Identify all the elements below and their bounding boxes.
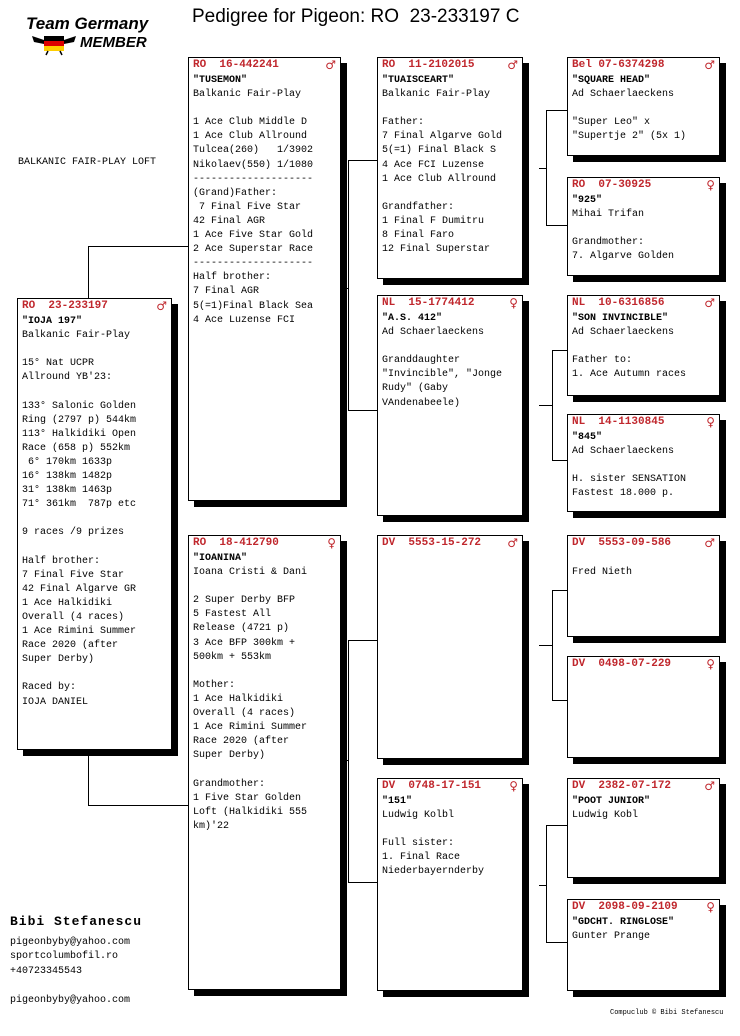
ring-number: RO 16-442241 bbox=[193, 59, 279, 71]
pedigree-line: 5 Fastest All bbox=[193, 609, 272, 621]
pedigree-line: 15° Nat UCPR bbox=[22, 358, 95, 370]
pedigree-line: 1 Ace Halkidiki bbox=[193, 693, 284, 705]
pedigree-line: 1 Ace Club Middle D bbox=[193, 117, 308, 129]
ring-number: DV 0748-17-151 bbox=[382, 780, 482, 792]
pedigree-line: Gunter Prange bbox=[572, 931, 651, 943]
pedigree-line bbox=[572, 459, 715, 473]
ring-number: NL 10-6316856 bbox=[572, 297, 665, 309]
connector-line bbox=[348, 160, 349, 410]
sex-icon: ♀ bbox=[509, 296, 518, 310]
sex-icon: ♂ bbox=[325, 58, 336, 72]
pedigree-line bbox=[382, 823, 518, 837]
pedigree-line: Raced by: bbox=[22, 682, 77, 694]
connector-line bbox=[552, 350, 553, 460]
pedigree-line: Fastest 18.000 p. bbox=[572, 488, 675, 500]
pedigree-line: 1. Final Race bbox=[382, 852, 461, 864]
card-body bbox=[568, 671, 719, 673]
pedigree-line: 3 Ace BFP 300km + bbox=[193, 637, 296, 649]
pedigree-line: 500km + 553km bbox=[193, 651, 272, 663]
pedigree-line: Super Derby) bbox=[193, 750, 266, 762]
pigeon-name: "TUAISCEART" bbox=[382, 75, 455, 86]
connector-line bbox=[348, 640, 349, 882]
connector-line bbox=[539, 405, 552, 406]
ring-number: RO 07-30925 bbox=[572, 179, 652, 191]
pedigree-line: Granddaughter bbox=[382, 355, 461, 367]
sex-icon: ♂ bbox=[507, 58, 518, 72]
card-body bbox=[189, 550, 340, 834]
pedigree-line: 1. Ace Autumn races bbox=[572, 369, 687, 381]
pedigree-line: Super Derby) bbox=[22, 654, 95, 666]
pedigree-line bbox=[572, 222, 715, 236]
connector-line bbox=[546, 825, 567, 826]
contact-website[interactable]: sportcolumbofil.ro bbox=[10, 951, 119, 962]
pedigree-card-dam-sire[interactable] bbox=[377, 535, 523, 759]
connector-line bbox=[348, 160, 377, 161]
pedigree-line bbox=[193, 102, 336, 116]
pedigree-line: Release (4721 p) bbox=[193, 623, 290, 635]
connector-line bbox=[348, 640, 377, 641]
pigeon-name: "151" bbox=[382, 796, 413, 807]
pedigree-line: Race 2020 (after bbox=[22, 640, 119, 652]
pedigree-line bbox=[22, 343, 167, 357]
pedigree-line bbox=[22, 385, 167, 399]
pedigree-line: Balkanic Fair-Play bbox=[193, 89, 302, 101]
pedigree-card-dam-dam-sire[interactable] bbox=[567, 778, 720, 878]
sex-icon: ♀ bbox=[509, 779, 518, 793]
pedigree-line bbox=[22, 512, 167, 526]
connector-line bbox=[546, 942, 567, 943]
pedigree-line: 5(=1) Final Black S bbox=[382, 145, 497, 157]
pedigree-line: 1 Ace Rimini Summer bbox=[22, 626, 137, 638]
pedigree-line: Ring (2797 p) 544km bbox=[22, 414, 137, 426]
pedigree-line: 12 Final Superstar bbox=[382, 244, 491, 256]
connector-line bbox=[546, 225, 567, 226]
pedigree-line: 16° 138km 1482p bbox=[22, 471, 113, 483]
contact-email-secondary[interactable]: pigeonbyby@yahoo.com bbox=[10, 995, 131, 1006]
pigeon-name: "A.S. 412" bbox=[382, 313, 443, 324]
pedigree-line: 133° Salonic Golden bbox=[22, 400, 137, 412]
pedigree-line: 8 Final Faro bbox=[382, 230, 455, 242]
ring-number: DV 2098-09-2109 bbox=[572, 901, 678, 913]
card-body bbox=[378, 72, 522, 257]
logo-member: MEMBER bbox=[80, 34, 147, 51]
pedigree-line: 1 Ace Five Star Gold bbox=[193, 230, 314, 242]
pedigree-line: km)'22 bbox=[193, 820, 230, 832]
pedigree-line bbox=[382, 102, 518, 116]
pedigree-line: Ad Schaerlaeckens bbox=[382, 327, 485, 339]
pedigree-line: Niederbayernderby bbox=[382, 866, 485, 878]
connector-line bbox=[552, 460, 567, 461]
sex-icon: ♀ bbox=[706, 178, 715, 192]
pedigree-line: 1 Ace Club Allround bbox=[193, 131, 308, 143]
pedigree-line: 1 Ace Halkidiki bbox=[22, 597, 113, 609]
card-body bbox=[378, 793, 522, 880]
sex-icon: ♂ bbox=[704, 58, 715, 72]
pedigree-line: "Super Leo" x bbox=[572, 117, 651, 129]
connector-line bbox=[88, 805, 188, 806]
pedigree-line: Allround YB'23: bbox=[22, 372, 113, 384]
pedigree-line: IOJA DANIEL bbox=[22, 696, 89, 708]
pedigree-line bbox=[193, 580, 336, 594]
logo-title: Team Germany bbox=[26, 14, 149, 33]
connector-line bbox=[552, 590, 553, 700]
connector-line bbox=[552, 700, 567, 701]
pedigree-line: Ad Schaerlaeckens bbox=[572, 446, 675, 458]
connector-line bbox=[348, 882, 377, 883]
connector-line bbox=[539, 645, 552, 646]
card-body bbox=[568, 550, 719, 580]
pedigree-line: (Grand)Father: bbox=[193, 187, 278, 199]
pedigree-line: Half brother: bbox=[193, 272, 272, 284]
pedigree-line: 42 Final AGR bbox=[193, 215, 266, 227]
ring-number: RO 23-233197 bbox=[22, 300, 108, 312]
connector-line bbox=[546, 110, 567, 111]
card-body bbox=[568, 72, 719, 144]
pedigree-line: Nikolaev(550) 1/1080 bbox=[193, 159, 314, 171]
pigeon-name: "SON INVINCIBLE" bbox=[572, 313, 669, 324]
pedigree-card-dam-sire-dam[interactable] bbox=[567, 656, 720, 758]
eagle-flag-logo-icon bbox=[30, 32, 78, 56]
sex-icon: ♀ bbox=[706, 900, 715, 914]
sex-icon: ♂ bbox=[156, 299, 167, 313]
card-body bbox=[189, 72, 340, 328]
pedigree-card-sire-sire-sire[interactable] bbox=[567, 57, 720, 156]
connector-line bbox=[341, 760, 348, 761]
pedigree-line: 31° 138km 1463p bbox=[22, 485, 113, 497]
connector-line bbox=[552, 590, 567, 591]
pedigree-line: Race 2020 (after bbox=[193, 736, 290, 748]
card-body bbox=[568, 429, 719, 501]
card-body bbox=[568, 192, 719, 264]
pedigree-line: 9 races /9 prizes bbox=[22, 527, 125, 539]
pedigree-line: 1 Ace Club Allround bbox=[382, 173, 497, 185]
ring-number: NL 14-1130845 bbox=[572, 416, 665, 428]
pedigree-line: Grandmother: bbox=[572, 237, 645, 249]
pedigree-card-sire-dam-sire[interactable] bbox=[567, 295, 720, 396]
pedigree-line: -------------------- bbox=[193, 173, 314, 185]
pigeon-name: "845" bbox=[572, 432, 603, 443]
pedigree-line bbox=[22, 667, 167, 681]
ring-number: DV 5553-09-586 bbox=[572, 537, 672, 549]
connector-line bbox=[539, 168, 546, 169]
pedigree-line: 1 Ace Rimini Summer bbox=[193, 722, 308, 734]
sex-icon: ♂ bbox=[704, 536, 715, 550]
pedigree-line: Ad Schaerlaeckens bbox=[572, 89, 675, 101]
pedigree-card-sire-sire[interactable] bbox=[377, 57, 523, 279]
ring-number: RO 18-412790 bbox=[193, 537, 279, 549]
pedigree-line: 42 Final Algarve GR bbox=[22, 583, 137, 595]
contact-phone: +40723345543 bbox=[10, 966, 83, 977]
pedigree-line bbox=[382, 340, 518, 354]
pedigree-card-sire-sire-dam[interactable] bbox=[567, 177, 720, 276]
pedigree-line: 7. Algarve Golden bbox=[572, 251, 675, 263]
pigeon-name: "IOJA 197" bbox=[22, 316, 83, 327]
pedigree-line bbox=[193, 763, 336, 777]
sex-icon: ♀ bbox=[706, 657, 715, 671]
owner-name: Bibi Stefanescu bbox=[10, 914, 143, 929]
pedigree-line: VAndenabeele) bbox=[382, 397, 461, 409]
pedigree-line: "Invincible", "Jonge bbox=[382, 369, 503, 381]
pedigree-line: Ad Schaerlaeckens bbox=[572, 327, 675, 339]
ring-number: DV 2382-07-172 bbox=[572, 780, 672, 792]
pedigree-line: Half brother: bbox=[22, 555, 101, 567]
pedigree-line: 71° 361km 787p etc bbox=[22, 499, 137, 511]
sex-icon: ♂ bbox=[704, 296, 715, 310]
pedigree-line: 7 Final Algarve Gold bbox=[382, 131, 503, 143]
pedigree-card-dam-dam-dam[interactable] bbox=[567, 899, 720, 991]
pedigree-line: Father to: bbox=[572, 355, 633, 367]
pedigree-card-sire-dam[interactable] bbox=[377, 295, 523, 516]
pedigree-card-subject[interactable] bbox=[17, 298, 172, 750]
pedigree-line: 7 Final Five Star bbox=[22, 569, 125, 581]
pedigree-line: 113° Halkidiki Open bbox=[22, 428, 137, 440]
pedigree-line: Father: bbox=[382, 117, 425, 129]
pedigree-line: Ludwig Kobl bbox=[572, 810, 639, 822]
pedigree-line: Mihai Trifan bbox=[572, 209, 645, 221]
pedigree-line: 1 Final F Dumitru bbox=[382, 215, 485, 227]
connector-line bbox=[546, 825, 547, 942]
card-body bbox=[378, 550, 522, 552]
pedigree-line bbox=[22, 541, 167, 555]
card-body bbox=[568, 793, 719, 823]
page-title: Pedigree for Pigeon: RO 23-233197 C bbox=[192, 6, 520, 27]
pigeon-name: "SQUARE HEAD" bbox=[572, 75, 651, 86]
pedigree-line bbox=[572, 102, 715, 116]
pedigree-card-sire[interactable] bbox=[188, 57, 341, 501]
pedigree-line: Rudy" (Gaby bbox=[382, 383, 449, 395]
pedigree-line: 1 Five Star Golden bbox=[193, 792, 302, 804]
pedigree-line: Ludwig Kolbl bbox=[382, 810, 455, 822]
pedigree-line: Overall (4 races) bbox=[193, 708, 296, 720]
pedigree-line: "Supertje 2" (5x 1) bbox=[572, 131, 687, 143]
ring-number: Bel 07-6374298 bbox=[572, 59, 665, 71]
pedigree-line: 2 Ace Superstar Race bbox=[193, 244, 314, 256]
pedigree-line: Ioana Cristi & Dani bbox=[193, 567, 308, 579]
connector-line bbox=[88, 246, 89, 298]
pedigree-line: Full sister: bbox=[382, 838, 455, 850]
pigeon-name: "TUSEMON" bbox=[193, 75, 248, 86]
pedigree-line: 4 Ace Luzense FCI bbox=[193, 314, 296, 326]
ring-number: DV 5553-15-272 bbox=[382, 537, 482, 549]
pigeon-name: "925" bbox=[572, 195, 603, 206]
ring-number: DV 0498-07-229 bbox=[572, 658, 672, 670]
connector-line bbox=[88, 750, 89, 805]
pedigree-line: Grandmother: bbox=[193, 778, 266, 790]
pedigree-line: Balkanic Fair-Play bbox=[22, 330, 131, 342]
connector-line bbox=[539, 885, 546, 886]
pedigree-line: 4 Ace FCI Luzense bbox=[382, 159, 485, 171]
pedigree-line: Tulcea(260) 1/3902 bbox=[193, 145, 314, 157]
pedigree-line bbox=[572, 552, 715, 566]
pedigree-line: Fred Nieth bbox=[572, 567, 633, 579]
connector-line bbox=[546, 110, 547, 225]
pedigree-line: Loft (Halkidiki 555 bbox=[193, 806, 308, 818]
pedigree-line: Race (658 p) 552km bbox=[22, 442, 131, 454]
pedigree-line: -------------------- bbox=[193, 258, 314, 270]
footer-credit: Compuclub © Bibi Stefanescu bbox=[610, 1009, 724, 1017]
card-body bbox=[568, 914, 719, 944]
card-body bbox=[378, 310, 522, 411]
pedigree-line: Mother: bbox=[193, 679, 236, 691]
pedigree-line bbox=[572, 340, 715, 354]
pedigree-line bbox=[193, 665, 336, 679]
pedigree-line: 7 Final AGR bbox=[193, 286, 260, 298]
card-body bbox=[18, 313, 171, 710]
sex-icon: ♂ bbox=[704, 779, 715, 793]
pedigree-line: Overall (4 races) bbox=[22, 611, 125, 623]
pedigree-line bbox=[382, 187, 518, 201]
connector-line bbox=[341, 288, 348, 289]
pedigree-line: Grandfather: bbox=[382, 201, 455, 213]
ring-number: NL 15-1774412 bbox=[382, 297, 475, 309]
pedigree-line: 6° 170km 1633p bbox=[22, 456, 113, 468]
pedigree-line: H. sister SENSATION bbox=[572, 474, 687, 486]
pedigree-card-dam-dam[interactable] bbox=[377, 778, 523, 991]
pedigree-card-dam[interactable] bbox=[188, 535, 341, 990]
connector-line bbox=[552, 350, 567, 351]
sex-icon: ♂ bbox=[507, 536, 518, 550]
pigeon-name: "IOANINA" bbox=[193, 553, 248, 564]
pedigree-card-dam-sire-sire[interactable] bbox=[567, 535, 720, 637]
connector-line bbox=[348, 410, 377, 411]
ring-number: RO 11-2102015 bbox=[382, 59, 475, 71]
card-body bbox=[568, 310, 719, 382]
pedigree-line: 7 Final Five Star bbox=[193, 201, 302, 213]
pedigree-line: Balkanic Fair-Play bbox=[382, 89, 491, 101]
sex-icon: ♀ bbox=[706, 415, 715, 429]
sex-icon: ♀ bbox=[327, 536, 336, 550]
pedigree-card-sire-dam-dam[interactable] bbox=[567, 414, 720, 512]
connector-line bbox=[88, 246, 188, 247]
pedigree-line: 2 Super Derby BFP bbox=[193, 595, 296, 607]
loft-name: BALKANIC FAIR-PLAY LOFT bbox=[18, 157, 157, 168]
pigeon-name: "GDCHT. RINGLOSE" bbox=[572, 917, 675, 928]
pigeon-name: "POOT JUNIOR" bbox=[572, 796, 651, 807]
contact-email[interactable]: pigeonbyby@yahoo.com bbox=[10, 937, 131, 948]
pedigree-line: 5(=1)Final Black Sea bbox=[193, 300, 314, 312]
